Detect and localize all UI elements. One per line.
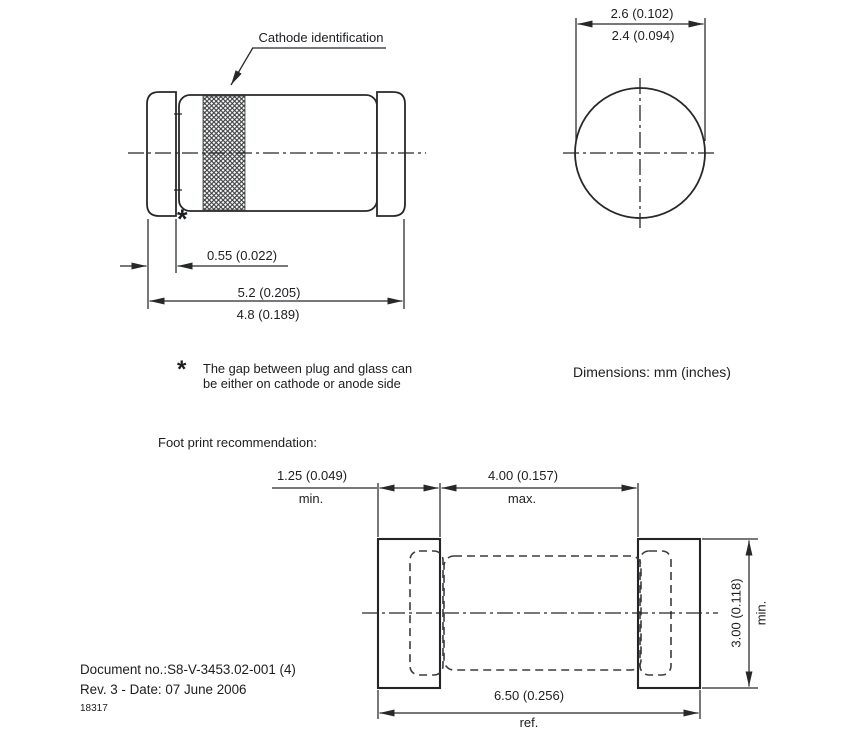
dim-height-qualifier: min. xyxy=(753,600,769,626)
dim-pad-width-qualifier: min. xyxy=(298,491,324,506)
end-view-drawing xyxy=(563,18,717,228)
dim-height-label: 3.00 (0.118) xyxy=(728,578,744,648)
cathode-identification-label: Cathode identification xyxy=(258,30,384,45)
gap-note xyxy=(203,361,412,391)
dim-diameter-max-label: 2.6 (0.102) xyxy=(610,6,674,21)
dim-gap-label: 4.00 (0.157) xyxy=(487,468,559,483)
cathode-leader-arrow xyxy=(231,48,253,86)
dim-total-label: 6.50 (0.256) xyxy=(493,688,565,703)
revision-date: Rev. 3 - Date: 07 June 2006 xyxy=(80,682,247,697)
gap-star-marker: * xyxy=(177,204,188,234)
gap-note-line2: be either on cathode or anode side xyxy=(203,376,401,391)
footprint-title: Foot print recommendation: xyxy=(158,435,317,450)
dim-total-qualifier: ref. xyxy=(519,715,539,730)
document-number: Document no.:S8-V-3453.02-001 (4) xyxy=(80,662,296,677)
dim-gap-qualifier: max. xyxy=(507,491,537,506)
dim-plug-label: 0.55 (0.022) xyxy=(206,248,278,263)
right-end-cap xyxy=(377,92,405,216)
units-note: Dimensions: mm (inches) xyxy=(573,364,731,380)
dim-length-min-label: 4.8 (0.189) xyxy=(236,307,300,322)
left-end-cap xyxy=(147,92,176,216)
dim-diameter-min-label: 2.4 (0.094) xyxy=(611,28,675,43)
dim-length-max-label: 5.2 (0.205) xyxy=(237,285,301,300)
side-view-drawing xyxy=(120,48,426,310)
gap-note-line1: The gap between plug and glass can xyxy=(203,361,413,376)
dim-pad-width-label: 1.25 (0.049) xyxy=(276,468,348,483)
note-star-marker: * xyxy=(177,356,187,383)
form-code: 18317 xyxy=(80,703,108,714)
footprint-drawing xyxy=(272,483,758,719)
